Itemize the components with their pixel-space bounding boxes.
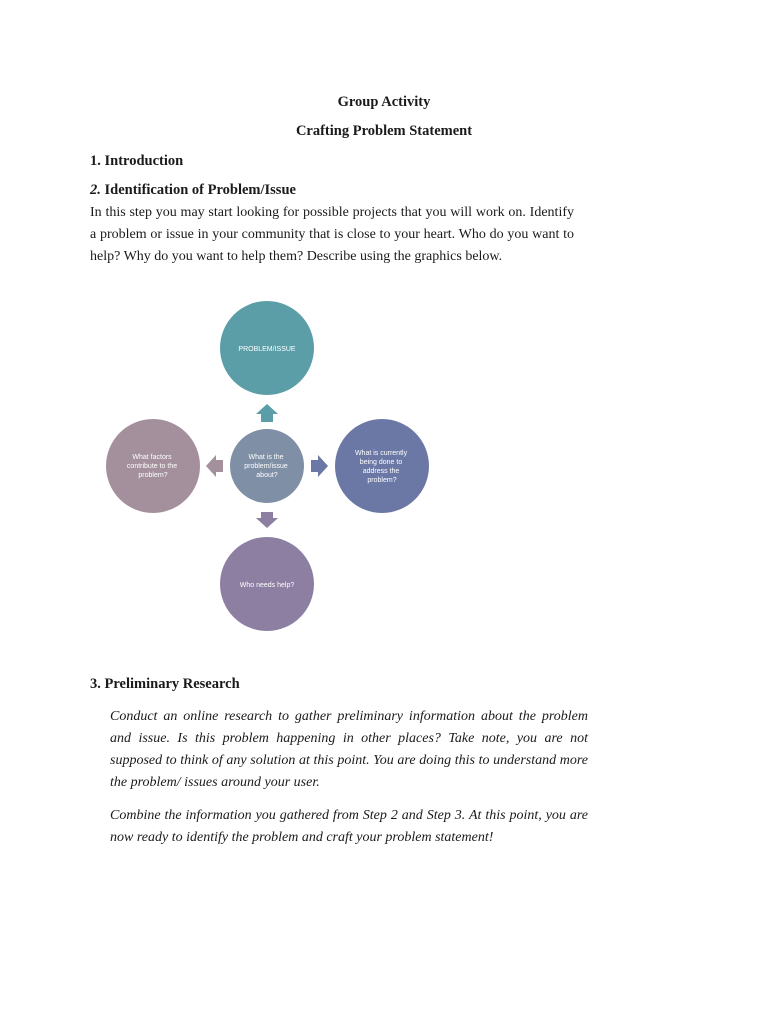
diagram-label-top: PROBLEM/ISSUE [238,346,296,353]
arrow-down-icon [256,512,278,528]
document-title: Group Activity [337,94,431,110]
diagram-label-center: What is the problem/issue about? [244,454,288,479]
arrow-up-icon [256,404,278,422]
section-heading-introduction: 1. Introduction [90,153,184,169]
diagram-label-bottom: Who needs help? [239,582,295,589]
section-heading-text: Identification of Problem/Issue [104,182,296,198]
diagram-circle-right [335,419,429,513]
research-paragraph-2: Combine the information you gathered from Step 2 and Step 3. At this point, you are now ready to identify the problem and craft your problem statement! [110,808,588,845]
arrow-left-icon [206,455,223,477]
problem-diagram [100,295,440,640]
arrow-right-icon [311,455,328,477]
identification-paragraph: In this step you may start looking for possible projects that you will work on. Identify a problem or issue in your community that is close to your heart. Who do you want to help? Why do you want to help them? Describe using the graphics below. [90,205,574,264]
diagram-label-right: What is currently being done to address the problem? [354,450,408,484]
document-subtitle: Crafting Problem Statement [295,123,473,139]
section-number: 2. [90,182,101,198]
research-paragraph-1: Conduct an online research to gather preliminary information about the problem and issue. Is this problem happening in other places? Take note, you are not supposed to think of any solution at this point. You are doing this to understand more the problem/ issues around your user. [110,709,588,790]
section-heading-preliminary-research: 3. Preliminary Research [90,676,240,692]
diagram-label-left: What factors contribute to the problem? [126,454,178,479]
section-heading-identification [90,182,296,199]
